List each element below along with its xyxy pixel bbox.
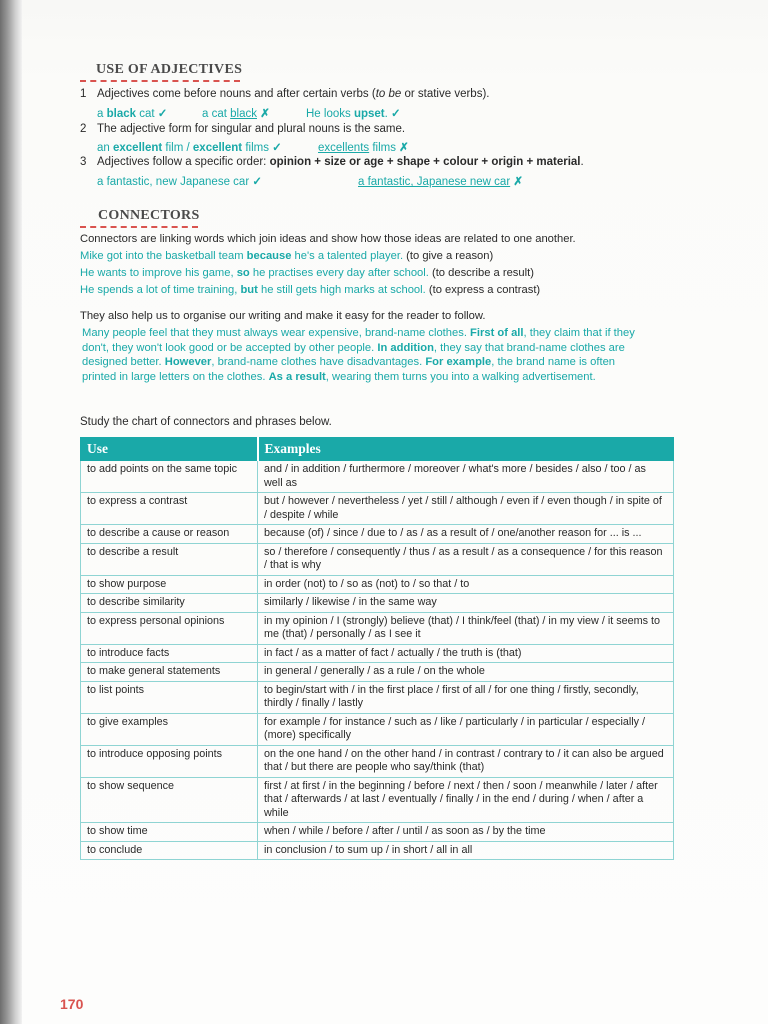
table-cell-examples: for example / for instance / such as / like / particularly / in particular / especially / (more) specifically: [258, 713, 674, 745]
cross-icon: ✗: [399, 142, 409, 154]
connector-example-but: He spends a lot of time training, but he still gets high marks at school. (to express a contrast): [80, 284, 541, 296]
tick-icon: ✓: [272, 142, 282, 154]
table-cell-examples: but / however / nevertheless / yet / still / although / even if / even though / in spite of / despite / while: [258, 493, 674, 525]
rule-1-example-correct: a black cat ✓: [97, 108, 168, 120]
table-row: [81, 594, 674, 613]
table-cell-use: to describe a result: [81, 543, 258, 575]
table-cell-use: to introduce facts: [81, 644, 258, 663]
table-row: [81, 713, 674, 745]
table-cell-use: to show sequence: [81, 777, 258, 823]
table-cell-examples: in my opinion / I (strongly) believe (that) / I think/feel (that) / in my view / it seems to me (that) / personally / as I see it: [258, 612, 674, 644]
table-cell-examples: first / at first / in the beginning / before / next / then / soon / meanwhile / later / after that / afterwards / at last / eventually / finally / in the end / during / when / after a while: [258, 777, 674, 823]
rule-1-example-wrong: a cat black ✗: [202, 108, 270, 120]
rule-3-number: 3: [80, 156, 87, 168]
table-cell-use: to give examples: [81, 713, 258, 745]
table-cell-examples: to begin/start with / in the first place / first of all / for one thing / firstly, secondly, thirdly / finally / lastly: [258, 681, 674, 713]
rule-3-example-wrong: a fantastic, Japanese new car ✗: [358, 176, 523, 188]
connectors-passage: Many people feel that they must always wear expensive, brand-name clothes. First of all, they claim that if they don't, they won't look good or be accepted by other people. In addition, they say that brand-name clothes are designed better. However, brand-name clothes have disadvantages. For example, the brand name is often printed in large letters on the clothes. As a result, wearing them turns you into a walking advertisement.: [82, 327, 635, 383]
table-cell-examples: on the one hand / on the other hand / in contrast / contrary to / it can also be argued that / but there are people who say/think (that): [258, 745, 674, 777]
adjectives-heading-underline: [80, 80, 240, 82]
rule-2-text: The adjective form for singular and plural nouns is the same.: [97, 123, 406, 135]
tick-icon: ✓: [391, 108, 401, 120]
cross-icon: ✗: [513, 176, 523, 188]
table-cell-use: to show purpose: [81, 575, 258, 594]
table-body: [81, 461, 674, 860]
connectors-help-text: They also help us to organise our writing and make it easy for the reader to follow.: [80, 310, 486, 322]
table-row: [81, 612, 674, 644]
table-cell-examples: because (of) / since / due to / as / as a result of / one/another reason for ... is ...: [258, 525, 674, 544]
table-cell-use: to conclude: [81, 841, 258, 860]
connector-example-so: He wants to improve his game, so he practises every day after school. (to describe a result): [80, 267, 534, 279]
table-row: [81, 461, 674, 493]
rule-3-text: Adjectives follow a specific order: opinion + size or age + shape + colour + origin + material.: [97, 156, 584, 168]
rule-3-example-correct: a fantastic, new Japanese car ✓: [97, 176, 262, 188]
rule-2-number: 2: [80, 123, 87, 135]
page-number: 170: [60, 996, 84, 1012]
rule-1-number: 1: [80, 88, 87, 100]
connectors-intro: Connectors are linking words which join ideas and show how those ideas are related to one another.: [80, 233, 576, 245]
table-cell-use: to list points: [81, 681, 258, 713]
rule-1-text: Adjectives come before nouns and after certain verbs (to be or stative verbs).: [97, 88, 490, 100]
connectors-heading-underline: [80, 226, 198, 228]
table-cell-examples: similarly / likewise / in the same way: [258, 594, 674, 613]
table-cell-use: to make general statements: [81, 663, 258, 682]
table-cell-examples: when / while / before / after / until / as soon as / by the time: [258, 823, 674, 842]
book-spine-shadow: [0, 0, 22, 1024]
tick-icon: ✓: [157, 108, 168, 120]
table-row: [81, 663, 674, 682]
table-cell-examples: so / therefore / consequently / thus / as a result / as a consequence / for this reason / that is why: [258, 543, 674, 575]
table-cell-use: to describe similarity: [81, 594, 258, 613]
adjectives-heading: USE OF ADJECTIVES: [96, 62, 243, 77]
table-cell-examples: and / in addition / furthermore / moreover / what's more / besides / also / too / as well as: [258, 461, 674, 493]
table-cell-examples: in fact / as a matter of fact / actually / the truth is (that): [258, 644, 674, 663]
table-cell-use: to introduce opposing points: [81, 745, 258, 777]
table-row: [81, 823, 674, 842]
table-cell-examples: in general / generally / as a rule / on the whole: [258, 663, 674, 682]
table-row: [81, 493, 674, 525]
table-cell-examples: in order (not) to / so as (not) to / so that / to: [258, 575, 674, 594]
rule-2-example-wrong: excellents films ✗: [318, 142, 409, 154]
table-row: [81, 681, 674, 713]
rule-1-example-verb: He looks upset. ✓: [306, 108, 401, 120]
tick-icon: ✓: [252, 176, 262, 188]
table-cell-use: to add points on the same topic: [81, 461, 258, 493]
connector-example-because: Mike got into the basketball team because he's a talented player. (to give a reason): [80, 250, 494, 262]
connectors-heading: CONNECTORS: [98, 208, 200, 223]
table-cell-use: to show time: [81, 823, 258, 842]
cross-icon: ✗: [260, 108, 270, 120]
table-cell-examples: in conclusion / to sum up / in short / all in all: [258, 841, 674, 860]
table-cell-use: to describe a cause or reason: [81, 525, 258, 544]
table-row: [81, 575, 674, 594]
table-row: [81, 841, 674, 860]
table-row: [81, 543, 674, 575]
header-use: Use: [81, 438, 258, 461]
table-row: [81, 745, 674, 777]
table-row: [81, 644, 674, 663]
table-row: [81, 525, 674, 544]
connectors-table: [80, 437, 674, 860]
study-chart-instruction: Study the chart of connectors and phrases below.: [80, 416, 332, 428]
table-cell-use: to express personal opinions: [81, 612, 258, 644]
table-header-row: [81, 438, 674, 461]
table-cell-use: to express a contrast: [81, 493, 258, 525]
rule-2-example-correct: an excellent film / excellent films ✓: [97, 142, 282, 154]
table-row: [81, 777, 674, 823]
header-examples: Examples: [258, 438, 674, 461]
